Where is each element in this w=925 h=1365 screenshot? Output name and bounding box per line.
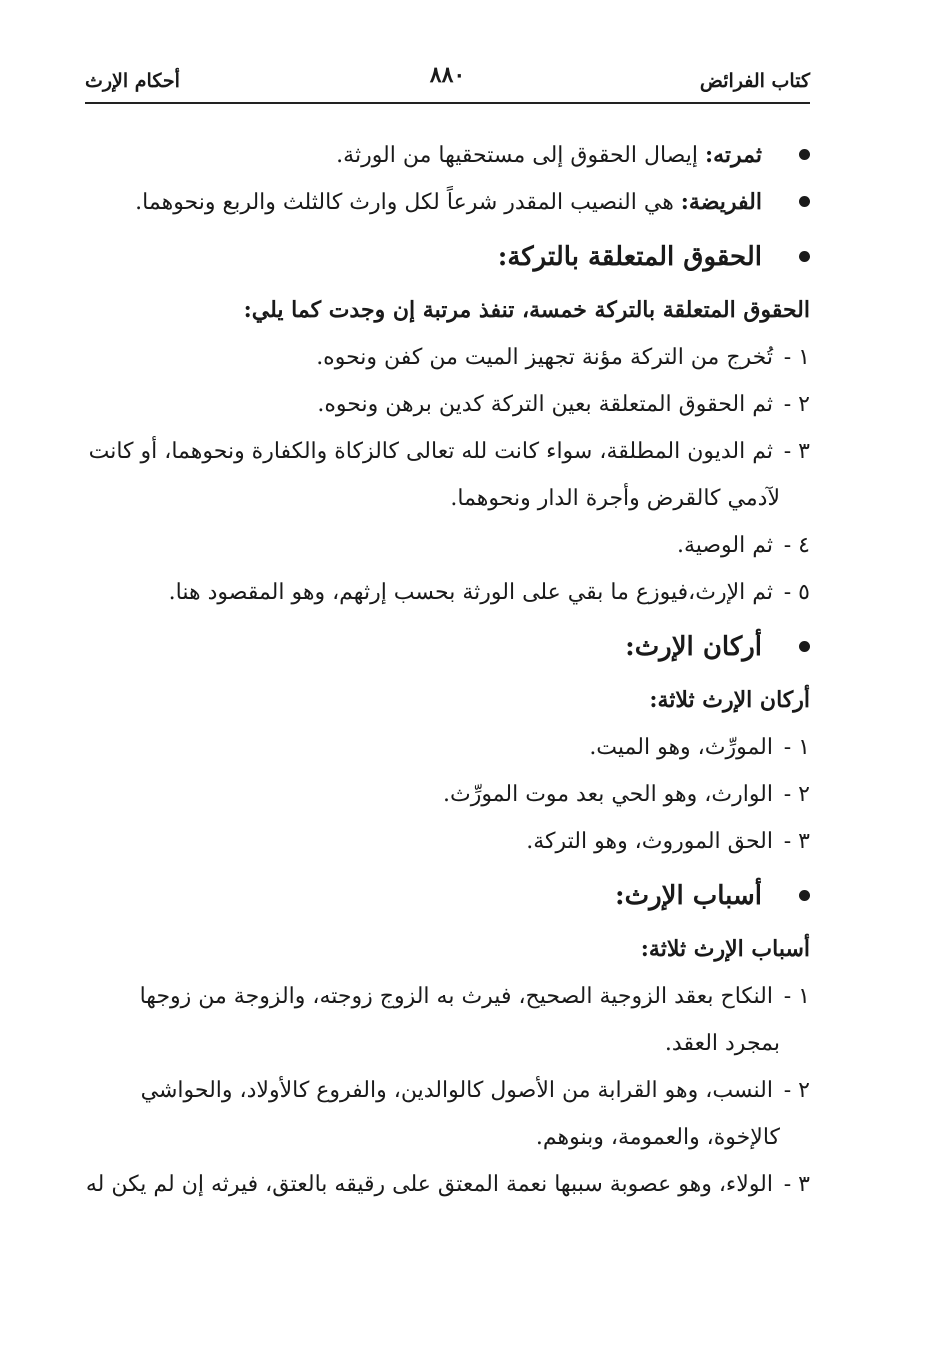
list-item	[85, 334, 810, 381]
term: الفريضة:	[680, 189, 762, 215]
bullet-icon	[799, 251, 810, 262]
item-number: ٤ -	[783, 533, 810, 558]
list-item	[85, 522, 810, 569]
section-heading	[85, 624, 810, 671]
bullet-icon	[799, 890, 810, 901]
list-item	[85, 1161, 810, 1208]
page-number: ٨٨٠	[429, 62, 466, 88]
section-heading	[85, 873, 810, 920]
item-number: ٥ -	[783, 580, 810, 605]
item-number: ٣ -	[783, 439, 810, 464]
item-number: ٢ -	[783, 782, 810, 807]
item-number: ١ -	[783, 345, 810, 370]
item-text: ثم الديون المطلقة، سواء كانت لله تعالى كالزكاة والكفارة ونحوهما، أو كانت	[88, 439, 773, 464]
item-number: ٣ -	[783, 1172, 810, 1197]
page-header	[85, 62, 810, 104]
bullet-icon	[799, 149, 810, 160]
item-number: ٣ -	[783, 829, 810, 854]
bullet-icon	[799, 641, 810, 652]
item-text: الوارث، وهو الحي بعد موت المورِّث.	[442, 782, 773, 807]
item-text: النكاح بعقد الزوجية الصحيح، فيرث به الزوج زوجته، والزوجة من زوجها	[139, 984, 773, 1009]
section-intro: الحقوق المتعلقة بالتركة خمسة، تنفذ مرتبة إن وجدت كما يلي:	[243, 297, 810, 323]
definition: إيصال الحقوق إلى مستحقيها من الورثة.	[336, 143, 705, 168]
item-number: ٢ -	[783, 1078, 810, 1103]
item-text: النسب، وهو القرابة من الأصول كالوالدين، والفروع كالأولاد، والحواشي	[140, 1078, 773, 1103]
section-intro: أركان الإرث ثلاثة:	[649, 687, 810, 713]
heading-text: أسباب الإرث:	[615, 881, 762, 911]
bullet-item	[85, 179, 810, 226]
list-item	[85, 1067, 810, 1114]
list-item	[85, 381, 810, 428]
list-item	[85, 428, 810, 475]
section-heading	[85, 234, 810, 281]
book-title: كتاب الفرائض	[699, 70, 810, 92]
item-text: الحق الموروث، وهو التركة.	[526, 829, 773, 854]
item-text: ثم الوصية.	[676, 533, 773, 558]
item-text: المورِّث، وهو الميت.	[589, 735, 773, 760]
item-text: ثم الإرث،فيوزع ما بقي على الورثة بحسب إرثهم، وهو المقصود هنا.	[168, 580, 773, 605]
heading-text: أركان الإرث:	[625, 632, 762, 662]
list-item-continuation: لآدمي كالقرض وأجرة الدار ونحوهما.	[450, 486, 780, 511]
item-text: تُخرج من التركة مؤنة تجهيز الميت من كفن ونحوه.	[316, 345, 773, 370]
item-number: ١ -	[783, 735, 810, 760]
definition: هي النصيب المقدر شرعاً لكل وارث كالثلث والربع ونحوهما.	[135, 190, 681, 215]
list-item	[85, 771, 810, 818]
list-item	[85, 818, 810, 865]
heading-text: الحقوق المتعلقة بالتركة:	[497, 242, 762, 272]
list-item-continuation: بمجرد العقد.	[664, 1031, 780, 1056]
term: ثمرته:	[704, 142, 762, 168]
page-body	[85, 132, 810, 1208]
item-text: ثم الحقوق المتعلقة بعين التركة كدين برهن ونحوه.	[317, 392, 773, 417]
item-number: ١ -	[783, 984, 810, 1009]
bullet-icon	[799, 196, 810, 207]
list-item	[85, 724, 810, 771]
list-item	[85, 973, 810, 1020]
bullet-item	[85, 132, 810, 179]
item-text: الولاء، وهو عصوبة سببها نعمة المعتق على رقيقه بالعتق، فيرثه إن لم يكن له	[85, 1172, 773, 1197]
item-number: ٢ -	[783, 392, 810, 417]
section-intro: أسباب الإرث ثلاثة:	[640, 936, 810, 962]
list-item-continuation: كالإخوة، والعمومة، وبنوهم.	[535, 1125, 780, 1150]
header-rule	[85, 102, 810, 104]
chapter-title: أحكام الإرث	[85, 70, 180, 92]
list-item	[85, 569, 810, 616]
